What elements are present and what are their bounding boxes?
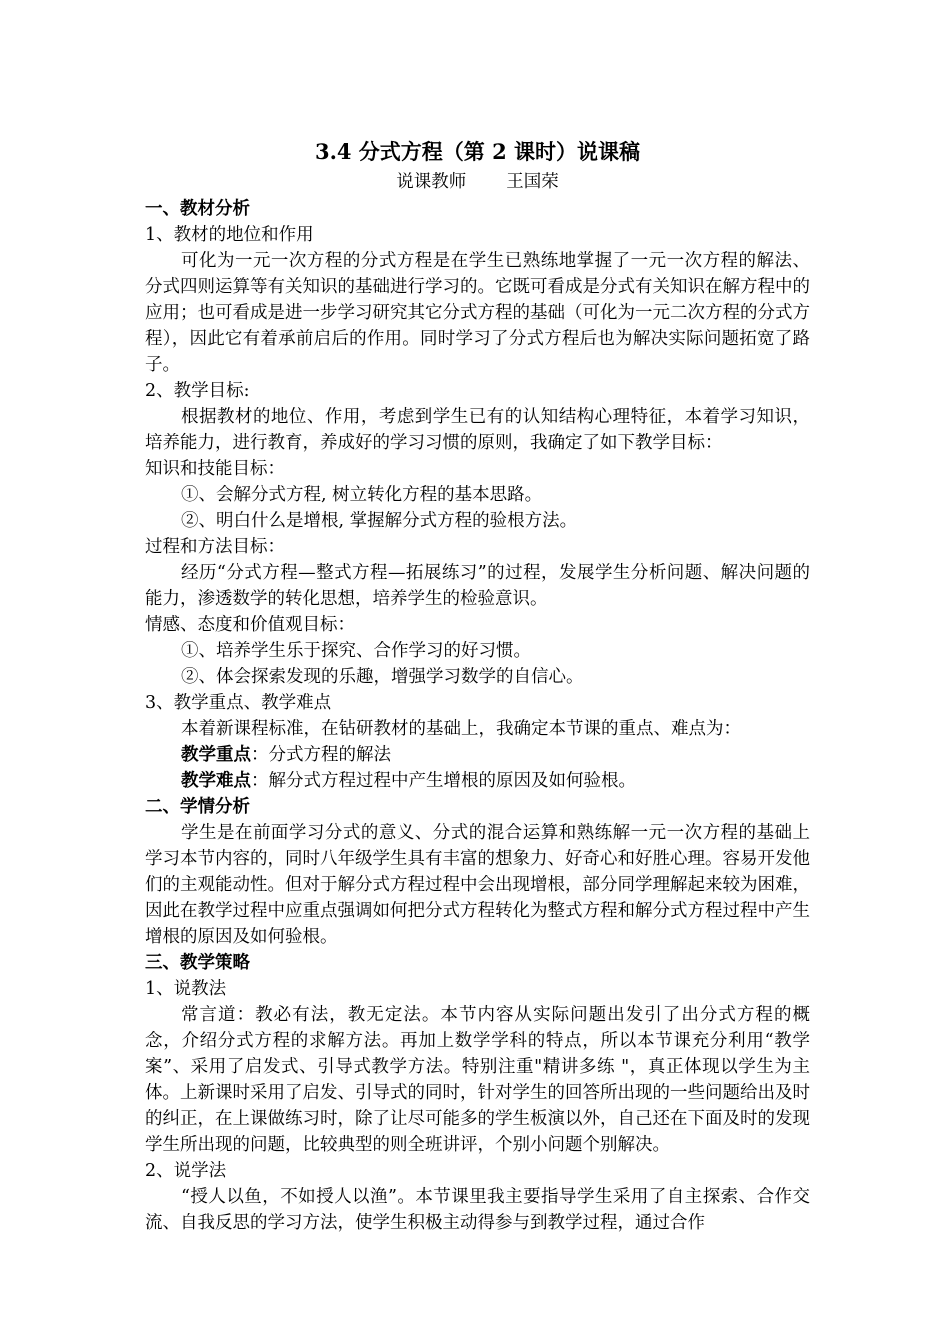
- difficulty-label: 教学难点: [181, 771, 251, 791]
- section-heading-3: 三、教学策略: [145, 953, 250, 973]
- knowledge-goal-1: ①、会解分式方程, 树立转化方程的基本思路。: [181, 485, 543, 505]
- key-point-label: 教学重点: [181, 745, 251, 765]
- author-label: 说课教师: [396, 172, 467, 192]
- paragraph-learning-method: “授人以鱼，不如授人以渔”。本节课里我主要指导学生采用了自主探索、合作交流、自我反思的学习方法，使学生积极主动得参与到教学过程，通过合作: [145, 1187, 810, 1233]
- paragraph-teaching-goals: 根据教材的地位、作用，考虑到学生已有的认知结构心理特征，本着学习知识，培养能力，进行教育，养成好的学习习惯的原则，我确定了如下教学目标：: [145, 407, 810, 453]
- paragraph-teaching-method: 常言道：教必有法，教无定法。本节内容从实际问题出发引了出分式方程的概念，介绍分式方程的求解方法。再加上数学学科的特点，所以本节课充分利用“教学案”、采用了启发式、引导式教学方法。特别注重"精讲多练 "，真正体现以学生为主体。上新课时采用了启发、引导式的同时，针对学生的回答所出现的一些问题给出及时的纠正，在上课做练习时，除了让尽可能多的学生板演以外，自己还在下面及时的发现学生所出现的问题，比较典型的则全班讲评，个别小问题个别解决。: [145, 1005, 810, 1155]
- author-line: [145, 168, 810, 196]
- knowledge-goals-label: 知识和技能目标：: [145, 459, 285, 479]
- emotion-goal-1: ①、培养学生乐于探究、合作学习的好习惯。: [181, 641, 531, 661]
- subheading-1-2: 2、教学目标:: [145, 381, 250, 401]
- knowledge-goal-2: ②、明白什么是增根, 掌握解分式方程的验根方法。: [181, 511, 578, 531]
- process-goal-text: 经历“分式方程—整式方程—拓展练习”的过程，发展学生分析问题、解决问题的能力，渗透数学的转化思想，培养学生的检验意识。: [145, 563, 810, 609]
- author-name: 王国荣: [506, 172, 559, 192]
- emotion-goals-label: 情感、态度和价值观目标：: [145, 615, 355, 635]
- document-body: [145, 136, 810, 1236]
- paragraph-textbook-position: 可化为一元一次方程的分式方程是在学生已熟练地掌握了一元一次方程的解法、分式四则运算等有关知识的基础进行学习的。它既可看成是分式有关知识在解方程中的应用；也可看成是进一步学习研究其它分式方程的基础（可化为一元二次方程的分式方程），因此它有着承前启后的作用。同时学习了分式方程后也为解决实际问题拓宽了路子。: [145, 251, 810, 375]
- page-title: 3.4 分式方程（第 2 课时）说课稿: [314, 139, 641, 164]
- difficulty-line: [145, 768, 810, 794]
- subheading-1-1: 1、教材的地位和作用: [145, 225, 314, 245]
- key-point-line: [145, 742, 810, 768]
- key-point-text: ：分式方程的解法: [251, 745, 391, 765]
- section-heading-1: 一、教材分析: [145, 199, 250, 219]
- paragraph-key-points-intro: 本着新课程标准，在钻研教材的基础上，我确定本节课的重点、难点为：: [181, 719, 741, 739]
- subheading-1-3: 3、教学重点、教学难点: [145, 693, 332, 713]
- subheading-3-1: 1、说教法: [145, 979, 227, 999]
- section-heading-2: 二、学情分析: [145, 797, 250, 817]
- emotion-goal-2: ②、体会探索发现的乐趣，增强学习数学的自信心。: [181, 667, 584, 687]
- difficulty-text: ：解分式方程过程中产生增根的原因及如何验根。: [251, 771, 636, 791]
- subheading-3-2: 2、说学法: [145, 1161, 227, 1181]
- paragraph-student-analysis: 学生是在前面学习分式的意义、分式的混合运算和熟练解一元一次方程的基础上学习本节内容的，同时八年级学生具有丰富的想象力、好奇心和好胜心理。容易开发他们的主观能动性。但对于解分式方程过程中会出现增根，部分同学理解起来较为困难，因此在教学过程中应重点强调如何把分式方程转化为整式方程和解分式方程过程中产生增根的原因及如何验根。: [145, 823, 810, 947]
- process-goals-label: 过程和方法目标：: [145, 537, 285, 557]
